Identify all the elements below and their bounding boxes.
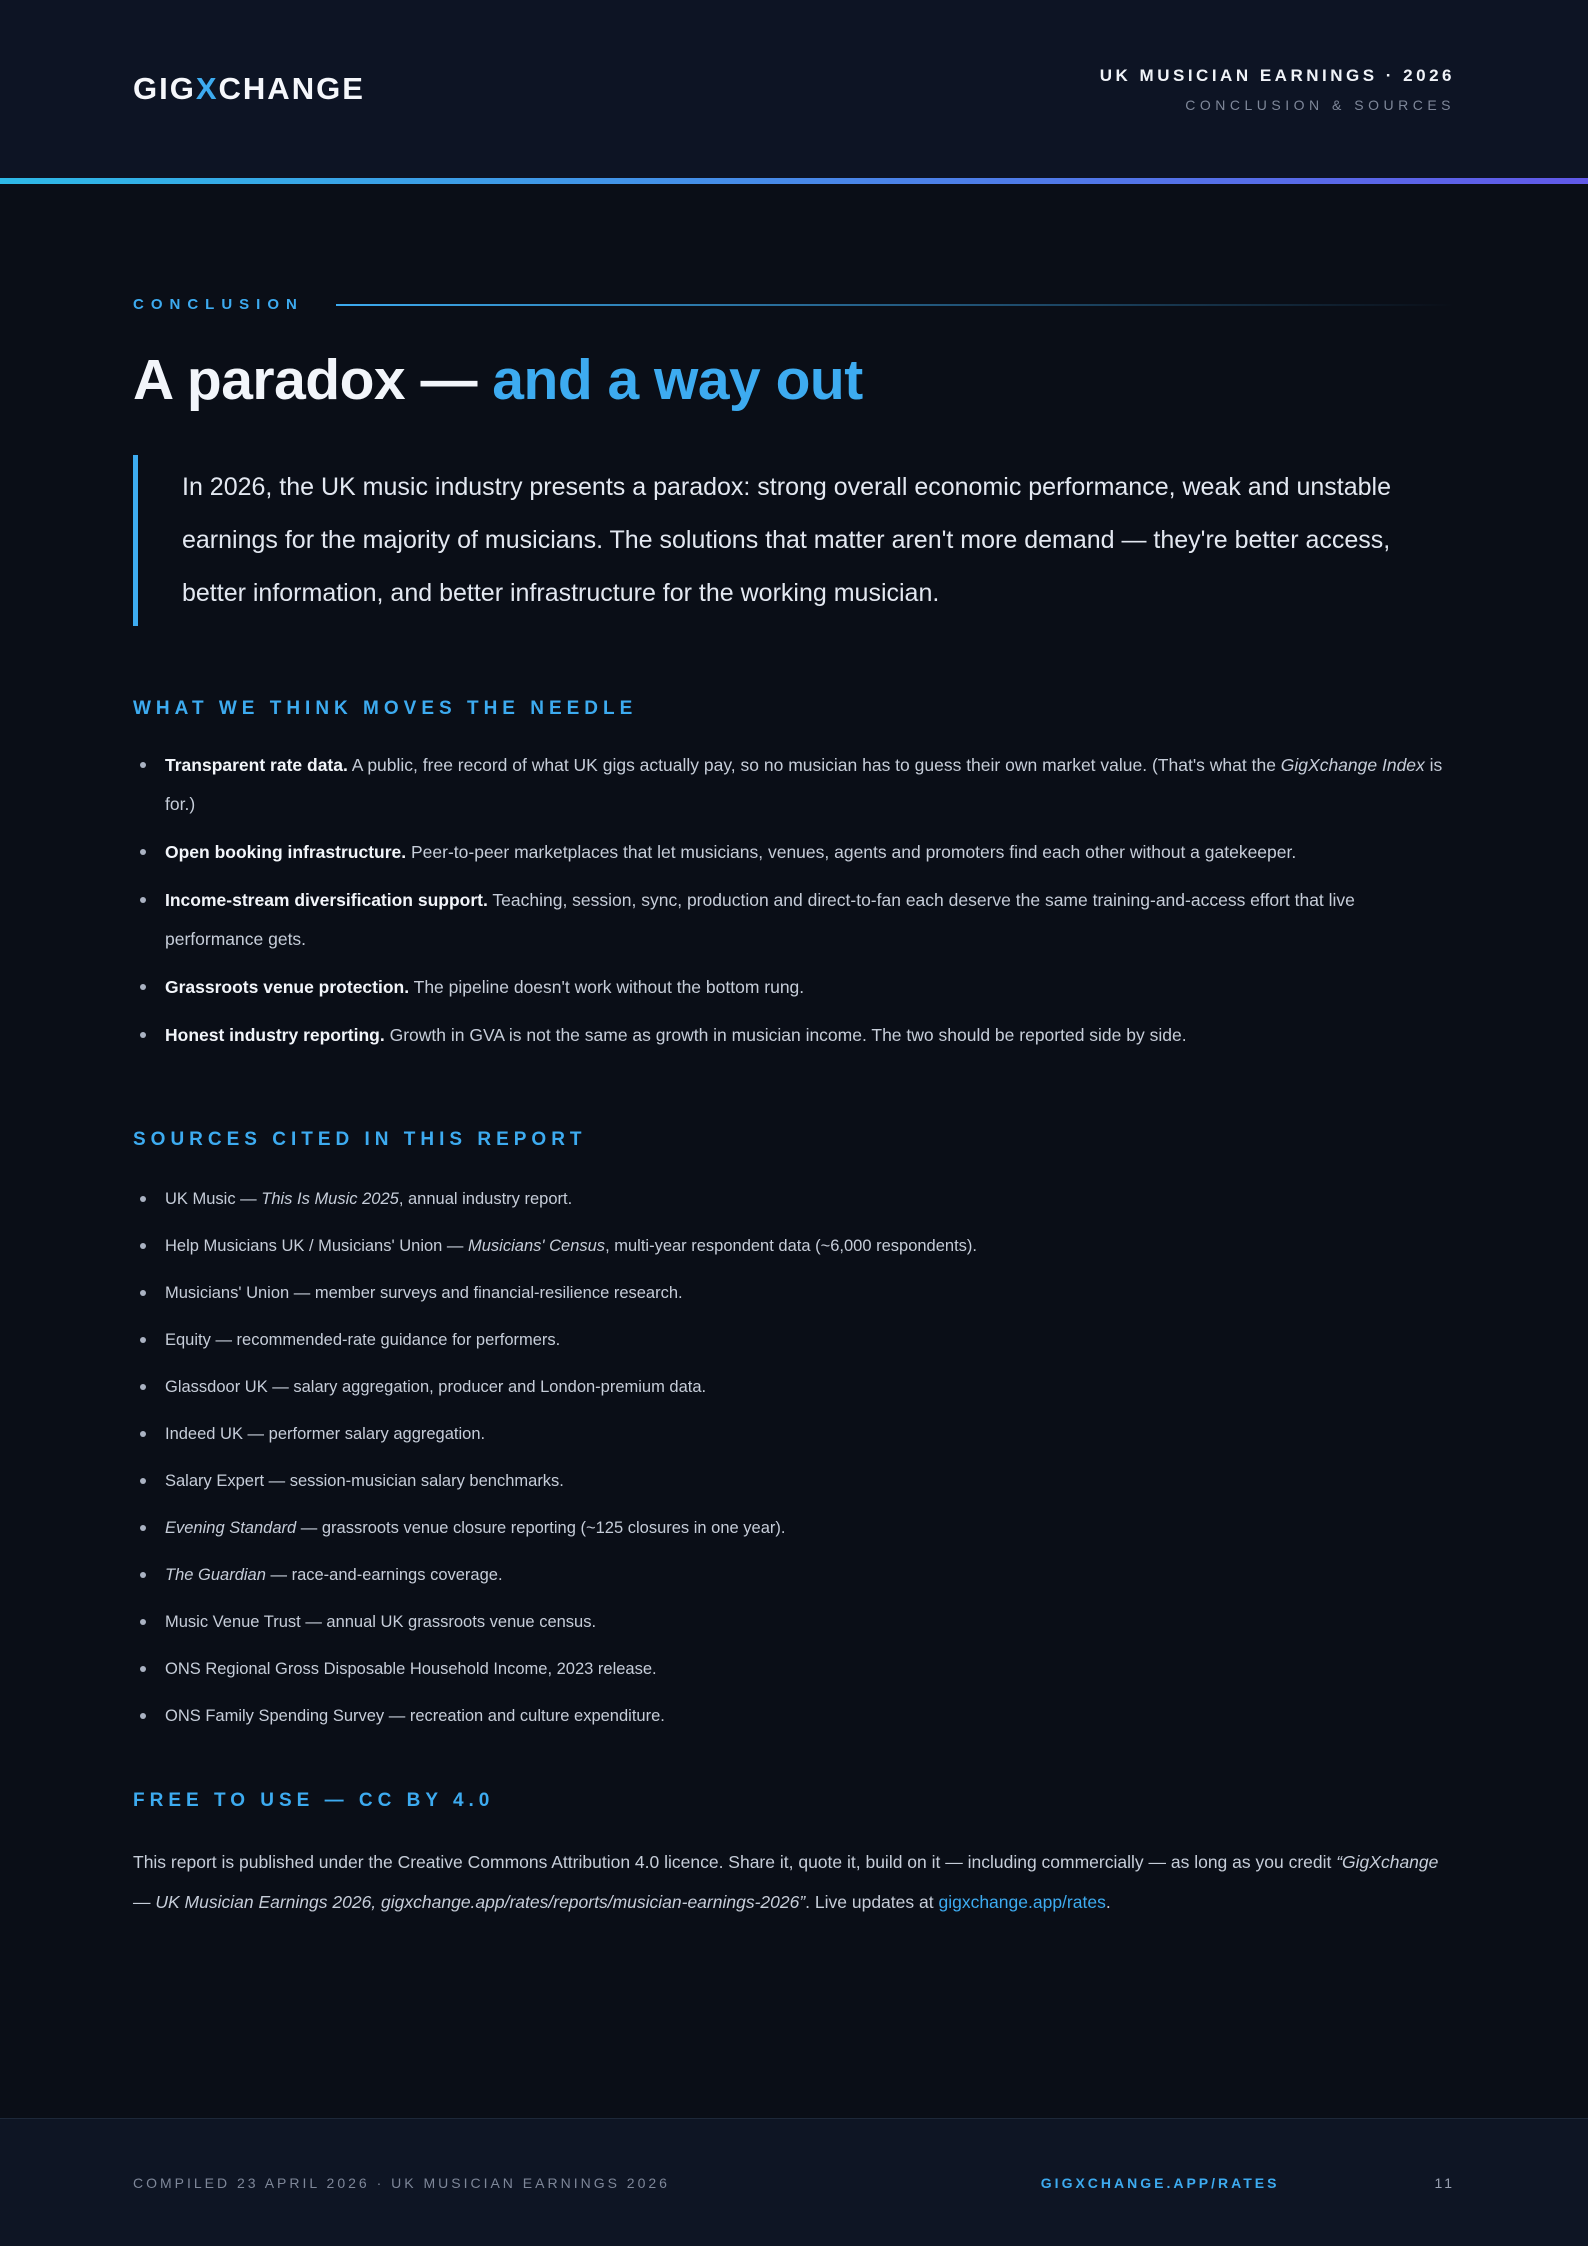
list-item	[133, 1328, 1455, 1352]
sources-list	[133, 1187, 1455, 1728]
logo-text-pre: GIG	[133, 71, 196, 106]
license-text-mid: . Live updates at	[805, 1892, 939, 1912]
bullet-dot	[140, 1384, 146, 1390]
page-header	[0, 0, 1588, 178]
footer-compiled-text: COMPILED 23 APRIL 2026 · UK MUSICIAN EARNINGS 2026	[133, 2174, 670, 2191]
conclusion-intro-quote: In 2026, the UK music industry presents a paradox: strong overall economic performance, weak and unstable earnings for the majority of musicians. The solutions that matter aren't more demand — they're better access, better information, and better infrastructure for the working musician.	[133, 455, 1455, 626]
list-item-lead: Transparent rate data.	[165, 755, 348, 775]
list-item-lead: Grassroots venue protection.	[165, 977, 410, 997]
bullet-dot	[140, 1478, 146, 1484]
bullet-dot	[140, 1619, 146, 1625]
footer-rates-link[interactable]: GIGXCHANGE.APP/RATES	[1040, 2174, 1280, 2191]
list-item	[133, 1375, 1455, 1399]
list-item-text: UK Music —	[165, 1190, 262, 1208]
bullet-dot	[140, 1431, 146, 1437]
bullet-dot	[140, 984, 146, 990]
list-item-text: Equity — recommended-rate guidance for performers.	[165, 1331, 561, 1349]
bullet-dot	[140, 1290, 146, 1296]
list-item-text: Peer-to-peer marketplaces that let musicians, venues, agents and promoters find each other without a gatekeeper.	[406, 842, 1297, 862]
list-item-text: Indeed UK — performer salary aggregation.	[165, 1425, 486, 1443]
list-item	[133, 968, 1455, 1007]
list-item-text: Glassdoor UK — salary aggregation, producer and London-premium data.	[165, 1378, 707, 1396]
list-item	[133, 833, 1455, 872]
list-item	[133, 1704, 1455, 1728]
list-item-text: A public, free record of what UK gigs actually pay, so no musician has to guess their own market value. (That's what the	[347, 755, 1281, 775]
list-item-text: Musicians' Union — member surveys and financial-resilience research.	[165, 1284, 683, 1302]
rates-inline-link[interactable]: gigxchange.app/rates	[938, 1892, 1106, 1912]
list-item	[133, 1469, 1455, 1493]
list-item	[133, 1281, 1455, 1305]
page-title	[133, 347, 1455, 413]
section-heading-sources: SOURCES CITED IN THIS REPORT	[133, 1129, 587, 1150]
list-item-text: Growth in GVA is not the same as growth in musician income. The two should be reported side by side.	[384, 1025, 1187, 1045]
list-item-text: is for.)	[165, 755, 1443, 814]
bullet-dot	[140, 1713, 146, 1719]
list-item-text: ONS Family Spending Survey — recreation and culture expenditure.	[165, 1707, 665, 1725]
list-item	[133, 1016, 1455, 1055]
kicker-divider-line	[336, 304, 1455, 306]
list-item-italic: The Guardian	[165, 1566, 266, 1584]
conclusion-kicker-row	[133, 296, 1455, 313]
list-item	[133, 1657, 1455, 1681]
license-text-pre: This report is published under the Creative Commons Attribution 4.0 licence. Share it, quote it, build on it — including commercially — as long as you credit	[133, 1852, 1337, 1872]
gigxchange-logo	[133, 71, 365, 107]
page-number: 11	[1434, 2174, 1455, 2191]
list-item	[133, 746, 1455, 824]
list-item	[133, 1516, 1455, 1540]
bullet-dot	[140, 897, 146, 903]
bullet-dot	[140, 1243, 146, 1249]
list-item-text: — grassroots venue closure reporting (~125 closures in one year).	[296, 1519, 786, 1537]
bullet-dot	[140, 849, 146, 855]
list-item-text: The pipeline doesn't work without the bottom rung.	[409, 977, 805, 997]
list-item	[133, 1422, 1455, 1446]
list-item-lead: Open booking infrastructure.	[165, 842, 407, 862]
list-item-italic: GigXchange Index	[1280, 755, 1425, 775]
bullet-dot	[140, 1572, 146, 1578]
list-item-italic: Musicians' Census	[468, 1237, 606, 1255]
list-item-italic: Evening Standard	[165, 1519, 297, 1537]
list-item-italic: This Is Music 2025	[261, 1190, 399, 1208]
list-item-text: , annual industry report.	[398, 1190, 573, 1208]
list-item	[133, 1234, 1455, 1258]
list-item-text: Salary Expert — session-musician salary benchmarks.	[165, 1472, 564, 1490]
report-subtitle: CONCLUSION & SOURCES	[1185, 96, 1455, 113]
list-item	[133, 1610, 1455, 1634]
page-title-main: A paradox —	[133, 348, 493, 412]
section-heading-license: FREE TO USE — CC BY 4.0	[133, 1790, 495, 1811]
list-item	[133, 1187, 1455, 1211]
list-item-text: , multi-year respondent data (~6,000 respondents).	[605, 1237, 977, 1255]
bullet-dot	[140, 762, 146, 768]
list-item-lead: Honest industry reporting.	[165, 1025, 385, 1045]
bullet-dot	[140, 1525, 146, 1531]
moves-the-needle-list	[133, 746, 1455, 1055]
list-item	[133, 1563, 1455, 1587]
page-footer	[0, 2118, 1588, 2246]
bullet-dot	[140, 1032, 146, 1038]
bullet-dot	[140, 1337, 146, 1343]
header-meta	[1100, 66, 1455, 113]
logo-text-post: CHANGE	[218, 71, 365, 106]
page-content	[0, 184, 1588, 2118]
conclusion-kicker-label: CONCLUSION	[133, 296, 304, 313]
license-text-end: .	[1105, 1892, 1111, 1912]
list-item-text: ONS Regional Gross Disposable Household Income, 2023 release.	[165, 1660, 657, 1678]
list-item-text: Music Venue Trust — annual UK grassroots venue census.	[165, 1613, 597, 1631]
list-item-text: — race-and-earnings coverage.	[265, 1566, 503, 1584]
list-item-lead: Income-stream diversification support.	[165, 890, 488, 910]
bullet-dot	[140, 1196, 146, 1202]
bullet-dot	[140, 1666, 146, 1672]
page-title-accent: and a way out	[492, 348, 863, 412]
section-heading-moves-the-needle: WHAT WE THINK MOVES THE NEEDLE	[133, 698, 638, 719]
list-item-text: Teaching, session, sync, production and direct-to-fan each deserve the same training-and-access effort that live performance gets.	[165, 890, 1355, 949]
report-title: UK MUSICIAN EARNINGS · 2026	[1099, 65, 1455, 85]
list-item-text: Help Musicians UK / Musicians' Union —	[165, 1237, 469, 1255]
list-item	[133, 881, 1455, 959]
logo-accent-x: X	[195, 71, 219, 106]
license-paragraph	[133, 1842, 1455, 1922]
license-credit-italic: “GigXchange — UK Musician Earnings 2026, gigxchange.app/rates/reports/musician-earnings-2026”	[133, 1852, 1439, 1912]
